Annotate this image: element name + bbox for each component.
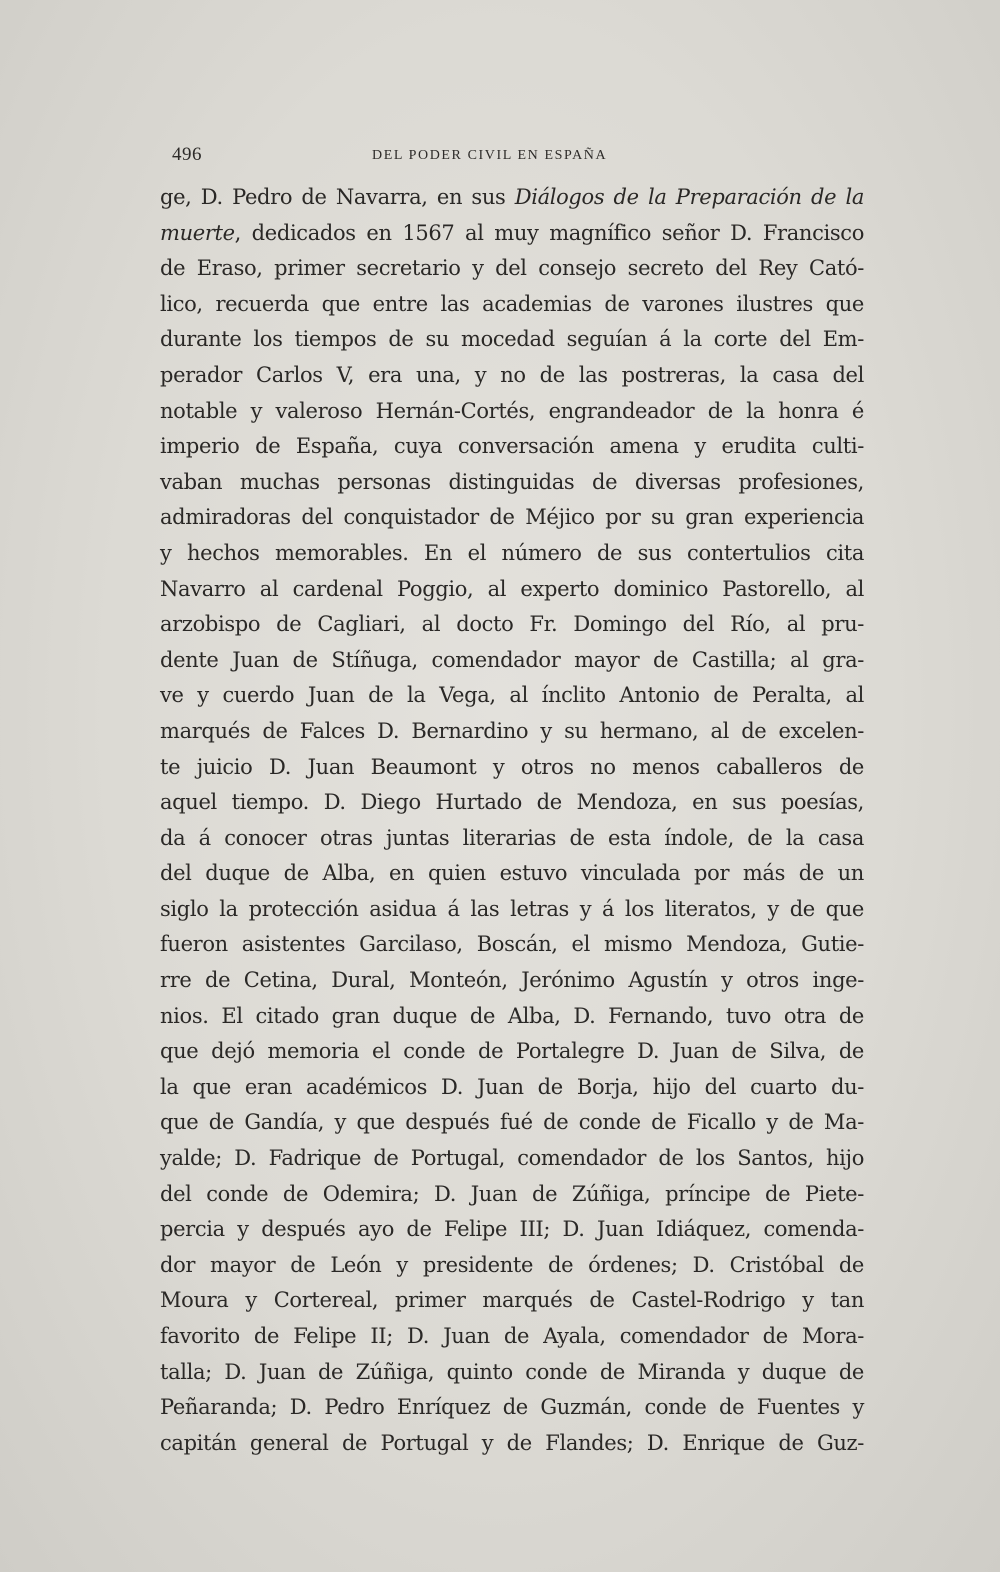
text-line bbox=[160, 999, 864, 1035]
running-head: DEL PODER CIVIL EN ESPAÑA bbox=[372, 148, 608, 163]
text-line bbox=[160, 465, 864, 501]
text-segment: aquel tiempo. D. Diego Hurtado de Mendoza, en sus poesías, bbox=[160, 790, 864, 815]
text-line bbox=[160, 714, 864, 750]
text-line bbox=[160, 1283, 864, 1319]
text-segment: imperio de España, cuya conversación amena y erudita culti- bbox=[160, 434, 864, 459]
page-header bbox=[172, 144, 862, 172]
text-segment: del conde de Odemira; D. Juan de Zúñiga, príncipe de Piete- bbox=[160, 1181, 864, 1206]
text-line bbox=[160, 1248, 864, 1284]
text-segment: la que eran académicos D. Juan de Borja, hijo del cuarto du- bbox=[160, 1074, 864, 1099]
text-segment: favorito de Felipe II; D. Juan de Ayala, comendador de Mora- bbox=[160, 1324, 864, 1348]
text-segment: dor mayor de León y presidente de órdenes; D. Cristóbal de bbox=[160, 1252, 864, 1277]
text-line bbox=[160, 1212, 864, 1248]
text-segment: vaban muchas personas distinguidas de diversas profesiones, bbox=[160, 469, 864, 494]
text-segment: , dedicados en 1567 al muy magnífico señor D. Francisco bbox=[234, 220, 864, 245]
text-segment: notable y valeroso Hernán-Cortés, engrandeador de la honra é bbox=[160, 398, 864, 423]
text-line bbox=[160, 536, 864, 572]
text-line bbox=[160, 821, 864, 857]
text-segment: perador Carlos V, era una, y no de las postreras, la casa del bbox=[160, 362, 864, 387]
text-line bbox=[160, 1034, 864, 1070]
text-line bbox=[160, 251, 864, 287]
text-segment: nios. El citado gran duque de Alba, D. Fernando, tuvo otra de bbox=[160, 1003, 864, 1028]
text-segment: fueron asistentes Garcilaso, Boscán, el mismo Mendoza, Gutie- bbox=[160, 932, 864, 957]
text-line bbox=[160, 572, 864, 608]
body-text bbox=[160, 180, 864, 1461]
text-line bbox=[160, 1070, 864, 1106]
italic-text-segment: muerte bbox=[160, 220, 235, 245]
text-segment: de Eraso, primer secretario y del consejo secreto del Rey Cató- bbox=[160, 256, 864, 281]
text-line bbox=[160, 394, 864, 430]
text-segment: Moura y Cortereal, primer marqués de Castel-Rodrigo y tan bbox=[160, 1288, 864, 1313]
text-segment: lico, recuerda que entre las academias de varones ilustres que bbox=[160, 291, 864, 316]
text-segment: talla; D. Juan de Zúñiga, quinto conde de Miranda y duque de bbox=[160, 1359, 864, 1384]
text-segment: durante los tiempos de su mocedad seguían á la corte del Em- bbox=[160, 327, 864, 352]
text-segment: yalde; D. Fadrique de Portugal, comendador de los Santos, hijo bbox=[160, 1146, 864, 1171]
text-line bbox=[160, 1141, 864, 1177]
text-line bbox=[160, 785, 864, 821]
text-segment: ve y cuerdo Juan de la Vega, al ínclito Antonio de Peralta, al bbox=[160, 683, 864, 708]
text-line bbox=[160, 1105, 864, 1141]
text-segment: ge, D. Pedro de Navarra, en sus bbox=[160, 185, 515, 209]
text-segment: capitán general de Portugal y de Flandes; D. Enrique de Guz- bbox=[160, 1430, 864, 1455]
text-line bbox=[160, 607, 864, 643]
text-segment: admiradoras del conquistador de Méjico por su gran experiencia bbox=[160, 505, 864, 530]
text-segment: del duque de Alba, en quien estuvo vinculada por más de un bbox=[160, 861, 864, 886]
text-line bbox=[160, 856, 864, 892]
text-line bbox=[160, 216, 864, 252]
text-segment: que dejó memoria el conde de Portalegre D. Juan de Silva, de bbox=[160, 1039, 864, 1064]
text-line bbox=[160, 1319, 864, 1355]
text-line bbox=[160, 643, 864, 679]
text-line bbox=[160, 678, 864, 714]
page-number: 496 bbox=[172, 144, 202, 165]
text-segment: arzobispo de Cagliari, al docto Fr. Domingo del Río, al pru- bbox=[160, 612, 864, 637]
text-segment: dente Juan de Stíñuga, comendador mayor de Castilla; al gra- bbox=[160, 647, 864, 672]
text-line bbox=[160, 322, 864, 358]
text-line bbox=[160, 358, 864, 394]
text-line bbox=[160, 500, 864, 536]
text-segment: Peñaranda; D. Pedro Enríquez de Guzmán, conde de Fuentes y bbox=[160, 1395, 864, 1420]
text-segment: siglo la protección asidua á las letras y á los literatos, y de que bbox=[160, 896, 864, 921]
text-segment: percia y después ayo de Felipe III; D. Juan Idiáquez, comenda- bbox=[160, 1217, 864, 1242]
text-line bbox=[160, 1355, 864, 1391]
text-line bbox=[160, 287, 864, 323]
text-segment: te juicio D. Juan Beaumont y otros no menos caballeros de bbox=[160, 754, 864, 779]
text-line bbox=[160, 963, 864, 999]
text-line bbox=[160, 1390, 864, 1426]
text-segment: da á conocer otras juntas literarias de esta índole, de la casa bbox=[160, 825, 864, 850]
text-line bbox=[160, 927, 864, 963]
text-line bbox=[160, 1177, 864, 1213]
italic-text-segment: Diálogos de la Preparación de la bbox=[514, 185, 864, 209]
text-segment: que de Gandía, y que después fué de conde de Ficallo y de Ma- bbox=[160, 1110, 864, 1135]
text-segment: rre de Cetina, Dural, Monteón, Jerónimo Agustín y otros inge- bbox=[160, 968, 864, 993]
text-segment: Navarro al cardenal Poggio, al experto dominico Pastorello, al bbox=[160, 576, 864, 601]
text-line bbox=[160, 1426, 864, 1462]
text-line bbox=[160, 892, 864, 928]
text-line bbox=[160, 750, 864, 786]
text-segment: marqués de Falces D. Bernardino y su hermano, al de excelen- bbox=[160, 718, 864, 743]
text-line bbox=[160, 180, 864, 216]
text-line bbox=[160, 429, 864, 465]
text-segment: y hechos memorables. En el número de sus contertulios cita bbox=[160, 540, 864, 565]
